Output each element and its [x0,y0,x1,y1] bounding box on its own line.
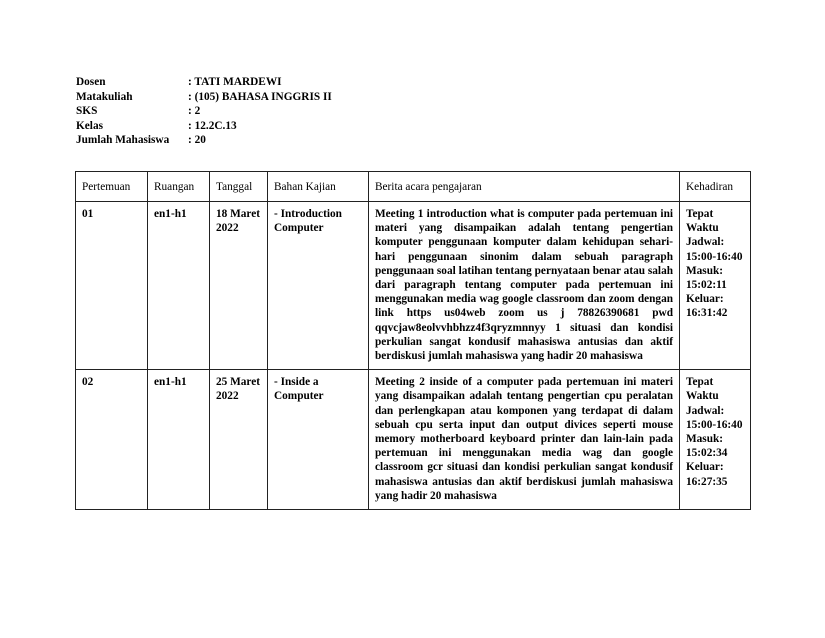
table-header-row [76,172,751,202]
info-label: Kelas [76,119,103,132]
info-row-matakuliah [76,90,332,105]
header-pertemuan: Pertemuan [76,172,148,202]
info-value: : (105) BAHASA INGGRIS II [188,90,332,103]
cell-ruangan: en1-h1 [148,370,210,510]
info-label: Dosen [76,76,106,88]
course-info [76,75,332,148]
info-row-dosen [76,75,332,90]
cell-bahan-kajian: - Inside a Computer [268,370,369,510]
info-row-kelas [76,119,332,134]
cell-berita-acara: Meeting 1 introduction what is computer pada pertemuan ini materi yang disampaikan adalah tentang pengertian komputer penggunaan komputer dalam kehidupan sehari-hari penggunaan sinonim dalam sebuah paragraph penggunaan soal latihan tentang pernyataan benar atau salah dari paragraph tentang computer pada pertemuan ini menggunakan media wag google classroom dan zoom dengan link https us04web zoom us j 78826390681 pwd qqvcjaw8eolvvhbhzz4f3qryzmnnyy 1 situasi dan kondisi perkulian sangat kondusif mahasiswa antusias dan aktif berdiskusi jumlah mahasiswa yang hadir 20 mahasiswa [369,202,680,370]
cell-tanggal: 18 Maret 2022 [210,202,268,370]
info-value: : 12.2C.13 [188,119,237,132]
info-label: Matakuliah [76,90,133,103]
info-label: Jumlah Mahasiswa [76,134,170,147]
info-value: : 20 [188,134,206,147]
header-kehadiran: Kehadiran [680,172,751,202]
header-berita-acara: Berita acara pengajaran [369,172,680,202]
cell-ruangan: en1-h1 [148,202,210,370]
info-label: SKS [76,105,98,118]
header-ruangan: Ruangan [148,172,210,202]
cell-pertemuan: 02 [76,370,148,510]
cell-kehadiran: Tepat Waktu Jadwal: 15:00-16:40 Masuk: 15:02:34 Keluar: 16:27:35 [680,370,751,510]
table-row [76,370,751,510]
cell-berita-acara: Meeting 2 inside of a computer pada pertemuan ini materi yang disampaikan adalah tentang pengertian cpu peralatan dan perlengkapan atau komponen yang terdapat di dalam sebuah cpu serta input dan output divices seperti mouse memory motherboard keyboard printer dan lain-lain pada pertemuan ini menggunakan media wag dan google classroom gcr situasi dan kondisi perkulian sangat kondusif mahasiswa antusias dan aktif berdiskusi jumlah mahasiswa yang hadir 20 mahasiswa [369,370,680,510]
header-bahan-kajian: Bahan Kajian [268,172,369,202]
info-row-sks [76,104,332,119]
cell-pertemuan: 01 [76,202,148,370]
info-value: : TATI MARDEWI [188,76,282,88]
cell-kehadiran: Tepat Waktu Jadwal: 15:00-16:40 Masuk: 15:02:11 Keluar: 16:31:42 [680,202,751,370]
cell-bahan-kajian: - Introduction Computer [268,202,369,370]
teaching-report-table [75,171,751,510]
info-row-jumlah-mahasiswa [76,133,332,148]
table-row [76,202,751,370]
info-value: : 2 [188,105,201,118]
header-tanggal: Tanggal [210,172,268,202]
cell-tanggal: 25 Maret 2022 [210,370,268,510]
